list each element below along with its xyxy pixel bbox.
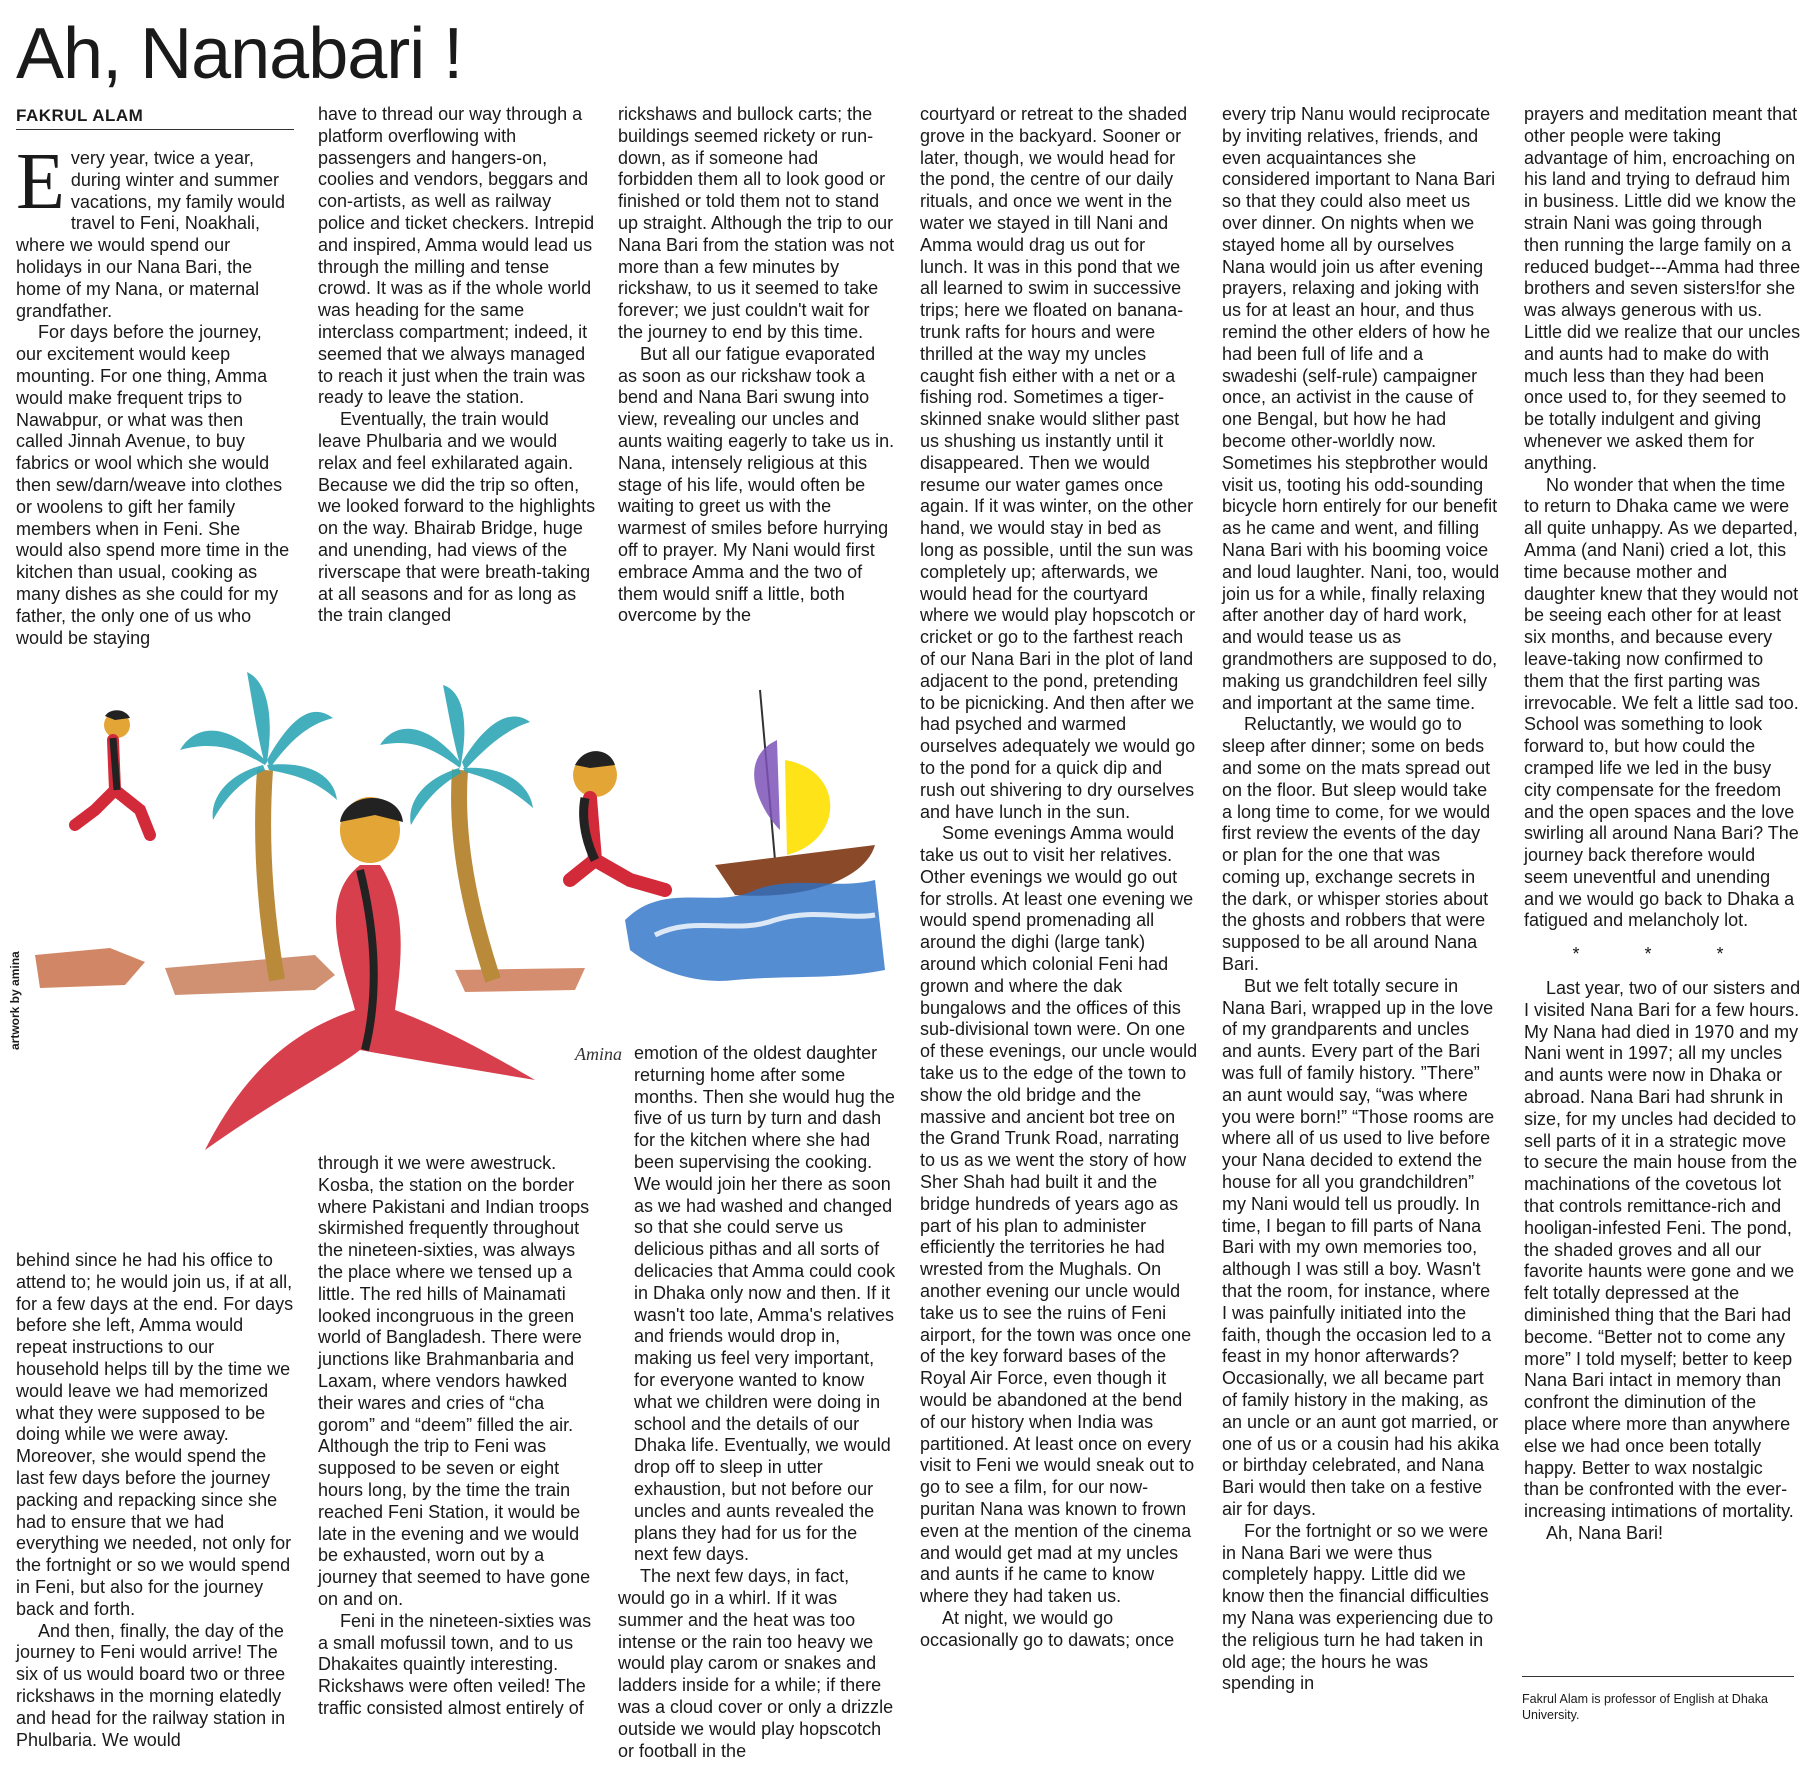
paragraph: Reluctantly, we would go to sleep after dinner; some on beds and some on the mats spread out on the floor. But sleep would take a long time to come, for we would first review the events of the day or plan for the one that was coming up, exchange secrets in the dark, or whisper stories about the ghosts and robbers that were supposed to be all around Nana Bari. [1222, 714, 1491, 975]
byline: FAKRUL ALAM [16, 106, 294, 130]
paragraph: But all our fatigue evaporated as soon as our rickshaw took a bend and Nana Bari swung into view, revealing our uncles and aunts waiting eagerly to take us in. Nana, intensely religious at this stage of his life, would often be waiting to greet us with the warmest of smiles before hurrying off to prayer. My Nani would first embrace Amma and the two of them would sniff a little, both overcome by the [618, 343, 895, 626]
paragraph: Every year, twice a year, during winter and summer vacations, my family would travel to Feni, Noakhali, where we would spend our holidays in our Nana Bari, the home of my Nana, or maternal grandfather. [16, 138, 285, 321]
paragraph: behind since he had his office to attend to; he would join us, if at all, for a few days at the end. For days before she left, Amma would repeat instructions to our household helps till by the time we would leave we had memorized what they were supposed to be doing while we were away. Moreover, she would spend the last few days before the journey packing and repacking since she had to ensure that we had everything we needed, not only for the fortnight or so we would spend in Feni, but also for the journey back and forth. [16, 1250, 294, 1619]
column-3-bottom [618, 1043, 896, 1762]
section-break: * * * [1572, 944, 1754, 965]
column-6 [1524, 104, 1802, 1545]
artist-signature: Amina [575, 1044, 622, 1064]
column-2-bottom [318, 1153, 596, 1720]
paragraph: Last year, two of our sisters and I visited Nana Bari for a few hours. My Nana had died in 1970 and my Nani went in 1997; all my uncles and aunts were now in Dhaka or abroad. Nana Bari had shrunk in size, for my uncles had decided to sell parts of it in a strategic move to secure the main house from the machinations of the covetous lot that controls remittance-rich and hooligan-infested Feni. The pond, the shaded groves and all our favorite haunts were gone and we felt totally depressed at the diminished thing that the Bari had become. “Better not to come any more” I told myself; better to keep Nana Bari intact in memory than confront the diminution of the place where more than anywhere else we had once been totally happy. Better to wax nostalgic than be confronted with the ever-increasing intimations of mortality. [1524, 978, 1801, 1522]
paragraph: prayers and meditation meant that other people were taking advantage of him, encroaching on his land and trying to defraud him in business. Little did we know the strain Nani was going through then running the large family on a reduced budget---Amma had three brothers and seven sisters!for she was always generous with us. Little did we realize that our uncles and aunts had to make do with much less than they had been once used to, for they seemed to be totally indulgent and giving whenever we asked them for anything. [1524, 104, 1801, 473]
column-2-top [318, 104, 596, 627]
paragraph: every trip Nanu would reciprocate by inviting relatives, friends, and even acquaintances she considered important to Nana Bari so that they could also meet us over dinner. On nights when we stayed home all by ourselves Nana would join us after evening prayers, relaxing and joking with us for at least an hour, and thus remind the other elders of how he had been full of life and a swadeshi (self-rule) campaigner once, an activist in the cause of one Bengal, but how he had become other-worldly now. Sometimes his stepbrother would visit us, tooting his odd-sounding bicycle horn entirely for our benefit as he came and went, and filling Nana Bari with his booming voice and loud laughter. Nani, too, would join us for a while, finally relaxing after another day of hard work, and would tease us as grandmothers are supposed to do, making us grandchildren feel silly and important at the same time. [1222, 104, 1500, 713]
paragraph: No wonder that when the time to return to Dhaka came we were all quite unhappy. As we departed, Amma (and Nani) cried a lot, this time because mother and daughter knew that they would not be seeing each other for at least six months, and because every leave-taking now confirmed to them that the first parting was irrevocable. We felt a little sad too. School was something to look forward to, but how could the cramped life we led in the busy city compensate for the freedom and the open spaces and the love swirling all around Nana Bari? The journey back therefore would seem uneventful and unending and we would go back to Dhaka a fatigued and melancholy lot. [1524, 474, 1799, 931]
paragraph: have to thread our way through a platform overflowing with passengers and hangers-on, coolies and vendors, beggars and con-artists, as well as railway police and ticket checkers. Intrepid and inspired, Amma would lead us through the milling and tense crowd. It was as if the whole world was heading for the same interclass compartment; indeed, it seemed that we always managed to reach it just when the train was ready to leave the station. [318, 104, 595, 408]
paragraph: rickshaws and bullock carts; the buildings seemed rickety or run-down, as if someone had forbidden them all to look good or finished or told them not to stand up straight. Although the trip to our Nana Bari from the station was not more than a few minutes by rickshaw, to us it seemed to take forever; we just couldn't wait for the journey to end by this time. [618, 104, 895, 342]
column-1-top [16, 138, 292, 649]
author-footnote: Fakrul Alam is professor of English at Dhaka University. [1522, 1676, 1794, 1723]
paragraph: Eventually, the train would leave Phulbaria and we would relax and feel exhilarated again. Because we did the trip so often, we looked forward to the highlights on the way. Bhairab Bridge, huge and unending, had views of the riverscape that were breath-taking at all seasons and for as long as the train clanged [318, 409, 596, 626]
column-4 [920, 104, 1198, 1652]
paragraph: Feni in the nineteen-sixties was a small mofussil town, and to us Dhakaites quaintly interesting. Rickshaws were often veiled! The traffic consisted almost entirely of [318, 1610, 592, 1718]
paragraph: For the fortnight or so we were in Nana Bari we were thus completely happy. Little did we know then the financial difficulties my Nana was experiencing due to the religious turn he had taken in old age; the hours he was spending in [1222, 1520, 1494, 1694]
paragraph: Ah, Nana Bari! [1546, 1523, 1664, 1543]
paragraph: Some evenings Amma would take us out to visit her relatives. Other evenings we would go out for strolls. At least one evening we would spend promenading all around the dighi (large tank) around which colonial Feni had grown and where the dak bungalows and the offices of this sub-divisional town were. On one of these evenings, our uncle would take us to the edge of the town to show the old bridge and the massive and ancient bot tree on the Grand Trunk Road, narrating to us as we went the story of how Sher Shah had built it and the bridge hundreds of years ago as part of his plan to administer efficiently the territories he had wrested from the Mughals. On another evening our uncle would take us to see the ruins of Feni airport, for the town was once one of the key forward bases of the Royal Air Force, even though it would be abandoned at the bend of our history when India was partitioned. At least once on every visit to Feni we would sneak out to go to see a film, for our now-puritan Nana was known to frown even at the mention of the cinema and would get mad at my uncles and aunts if he came to know where they had taken us. [920, 823, 1198, 1607]
paragraph: At night, we would go occasionally go to dawats; once [920, 1607, 1175, 1650]
column-5 [1222, 104, 1500, 1695]
artwork-credit: artwork by amina [8, 951, 22, 1050]
drop-cap: E [16, 138, 65, 226]
paragraph: And then, finally, the day of the journey to Feni would arrive! The six of us would board two or three rickshaws in the morning elatedly and head for the railway station in Phulbaria. We would [16, 1620, 286, 1750]
paragraph: through it we were awestruck. Kosba, the station on the border where Pakistani and Indian troops skirmished frequently throughout the nineteen-sixties, was always the place where we tensed up a little. The red hills of Mainamati looked incongruous in the green world of Bangladesh. There were junctions like Brahmanbaria and Laxam, where vendors hawked their wares and cries of “cha gorom” and “deem” filled the air. Although the trip to Feni was supposed to be seven or eight hours long, by the time the train reached Feni Station, it would be late in the evening and we would be exhausted, worn out by a journey that seemed to have gone on and on. [318, 1153, 591, 1609]
paragraph: But we felt totally secure in Nana Bari, wrapped up in the love of my grandparents and uncles and aunts. Every part of the Bari was full of family history. ”There” an aunt would say, “was where you were born!” “Those rooms are where all of us used to live before your Nana decided to extend the house for all you grandchildren” my Nani would tell us proudly. In time, I began to fill parts of Nana Bari with my own memories too, although I was still a boy. Wasn't that the room, for instance, where I was painfully initiated into the faith, though the occasion led to a feast in my honor afterwards? Occasionally, we all became part of family history in the making, as an uncle or an aunt got married, or one of us or a cousin had his akika or birthday celebrated, and Nana Bari would then take on a festive air for days. [1222, 975, 1500, 1519]
column-3-top [618, 104, 896, 627]
paragraph: emotion of the oldest daughter returning home after some months. Then she would hug the five of us turn by turn and dash for the kitchen where she had been supervising the cooking. We would join her there as soon as we had washed and changed so that she could serve us delicious pithas and all sorts of delicacies that Amma could cook in Dhaka only now and then. If it wasn't too late, Amma's relatives and friends would drop in, making us feel very important, for everyone wanted to know what we children were doing in school and the details of our Dhaka life. Eventually, we would drop off to sleep in utter exhaustion, but not before our uncles and aunts revealed the plans they had for us for the next few days. [634, 1043, 896, 1565]
paragraph: The next few days, in fact, would go in a whirl. If it was summer and the heat was too intense or the rain too heavy we would play carom or snakes and ladders inside for a while; if there was a cloud cover or only a drizzle outside we would play hopscotch or football in the [618, 1566, 894, 1761]
paragraph: For days before the journey, our excitement would keep mounting. For one thing, Amma would make frequent trips to Nawabpur, or what was then called Jinnah Avenue, to buy fabrics or wool which she would then sew/darn/weave into clothes or woolens to gift her family members when in Feni. She would also spend more time in the kitchen than usual, cooking as many dishes as she could for my father, the only one of us who would be staying [16, 322, 290, 648]
column-1-bottom [16, 1250, 294, 1751]
paragraph: courtyard or retreat to the shaded grove in the backyard. Sooner or later, though, we would head for the pond, the centre of our daily rituals, and once we went in the water we stayed in till Nani and Amma would drag us out for lunch. It was in this pond that we all learned to swim in successive trips; here we floated on banana-trunk rafts for hours and were thrilled at the way my uncles caught fish either with a net or a fishing rod. Sometimes a tiger-skinned snake would slither past us shushing us instantly until it disappeared. Then we would resume our water games once again. If it was winter, on the other hand, we would stay in bed as long as possible, until the sun was completely up; afterwards, we would head for the courtyard where we would play hopscotch or cricket or go to the farthest reach of our Nana Bari in the plot of land adjacent to the pond, pretending to be picnicking. And then after we had psyched and warmed ourselves adequately we would go to the pond for a quick dip and rush out shivering to dry ourselves and have lunch in the sun. [920, 104, 1196, 822]
article-title: Ah, Nanabari ! [16, 14, 463, 94]
